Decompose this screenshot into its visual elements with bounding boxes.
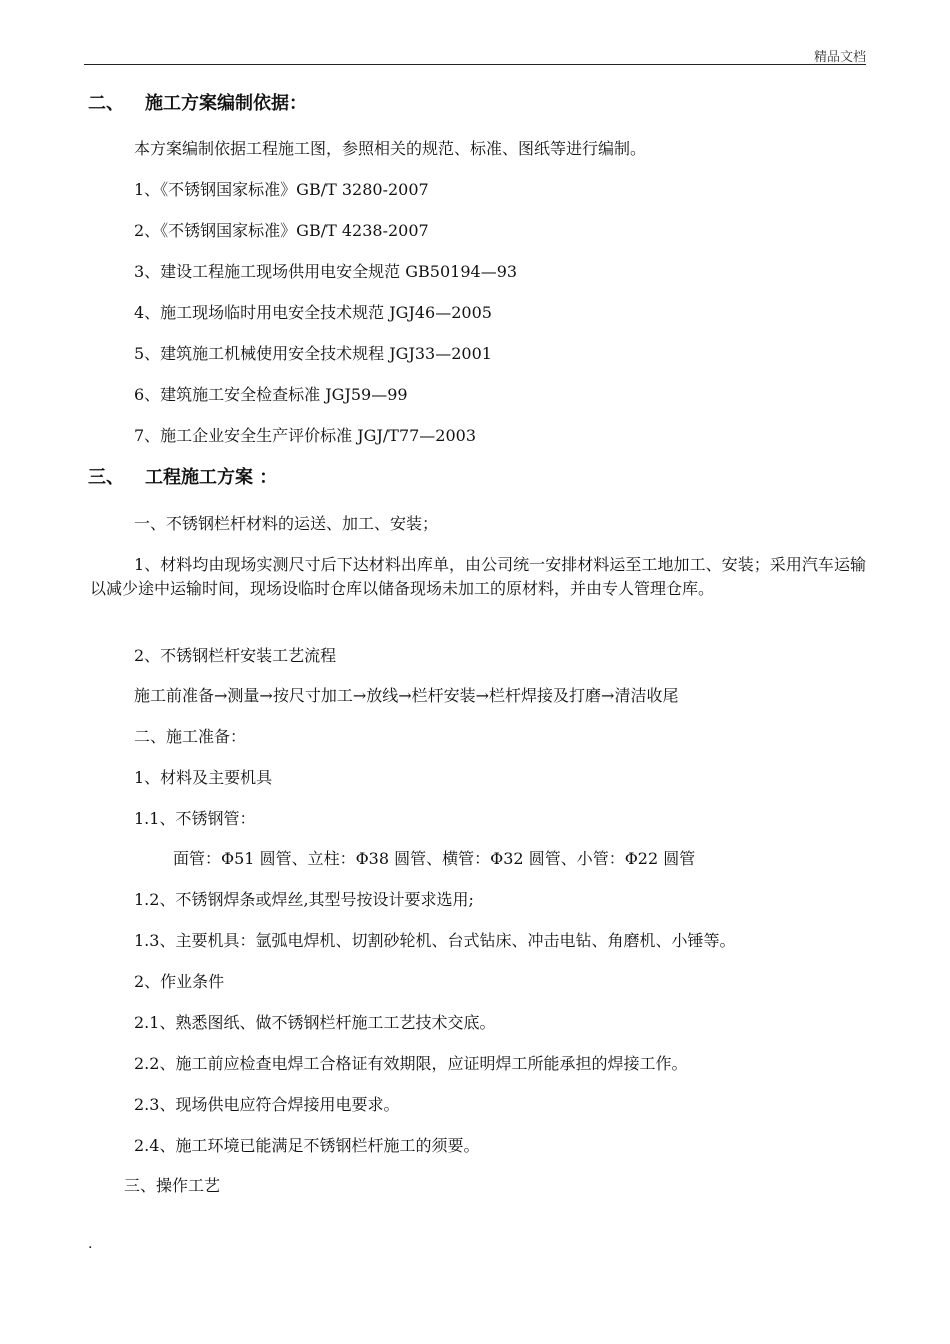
standard-item-2: 2、《不锈钢国家标准》GB/T 4238-2007 (134, 221, 429, 240)
welding-rod-item: 1.2、不锈钢焊条或焊丝,其型号按设计要求选用; (134, 890, 474, 909)
subsection-1-heading: 一、不锈钢栏杆材料的运送、加工、安装； (134, 514, 439, 533)
pipe-specs: 面管：Φ51 圆管、立柱：Φ38 圆管、横管：Φ32 圆管、小管：Φ22 圆管 (173, 849, 696, 868)
materials-paragraph: 1、材料均由现场实测尺寸后下达材料出库单，由公司统一安排材料运至工地加工、安装；采用汽车运输以减少途中运输时间，现场设临时仓库以储备现场未加工的原材料，并由专人管理仓库。 (90, 555, 866, 598)
standard-item-6: 6、建筑施工安全检查标准 JGJ59—99 (134, 385, 408, 404)
standard-item-3: 3、建设工程施工现场供用电安全规范 GB50194—93 (134, 262, 518, 281)
standard-item-1: 1、《不锈钢国家标准》GB/T 3280-2007 (134, 180, 429, 199)
condition-2-1: 2.1、熟悉图纸、做不锈钢栏杆施工工艺技术交底。 (134, 1013, 496, 1032)
section-3-title: 工程施工方案 ： (145, 467, 278, 488)
section-3-heading (88, 467, 277, 489)
standard-item-7: 7、施工企业安全生产评价标准 JGJ/T77—2003 (134, 426, 477, 445)
section-3-number: 三、 (88, 467, 124, 488)
section-2-title: 施工方案编制依据： (145, 93, 307, 114)
process-heading: 2、不锈钢栏杆安装工艺流程 (134, 646, 337, 665)
standard-item-5: 5、建筑施工机械使用安全技术规程 JGJ33—2001 (134, 344, 492, 363)
subsection-3-heading: 三、操作工艺 (124, 1176, 221, 1195)
subsection-2-heading: 二、施工准备： (134, 727, 247, 746)
condition-2-4: 2.4、施工环境已能满足不锈钢栏杆施工的须要。 (134, 1136, 480, 1155)
page-header-label: 精品文档 (813, 50, 866, 65)
process-flow: 施工前准备→测量→按尺寸加工→放线→栏杆安装→栏杆焊接及打磨→清洁收尾 (134, 686, 679, 705)
materials-tools-heading: 1、材料及主要机具 (134, 768, 273, 787)
section-2-intro: 本方案编制依据工程施工图，参照相关的规范、标准、图纸等进行编制。 (134, 139, 647, 158)
work-conditions-heading: 2、作业条件 (134, 972, 225, 991)
condition-2-2: 2.2、施工前应检查电焊工合格证有效期限，应证明焊工所能承担的焊接工作。 (134, 1054, 688, 1073)
main-tools-item: 1.3、主要机具：氩弧电焊机、切割砂轮机、台式钻床、冲击电钻、角磨机、小锤等。 (134, 931, 736, 950)
section-2-heading (88, 93, 307, 115)
header-divider (84, 64, 866, 65)
section-2-number: 二、 (88, 93, 124, 114)
footer-mark: . (88, 1236, 93, 1252)
condition-2-3: 2.3、现场供电应符合焊接用电要求。 (134, 1095, 400, 1114)
standard-item-4: 4、施工现场临时用电安全技术规范 JGJ46—2005 (134, 303, 492, 322)
stainless-pipe-heading: 1.1、不锈钢管： (134, 809, 256, 828)
